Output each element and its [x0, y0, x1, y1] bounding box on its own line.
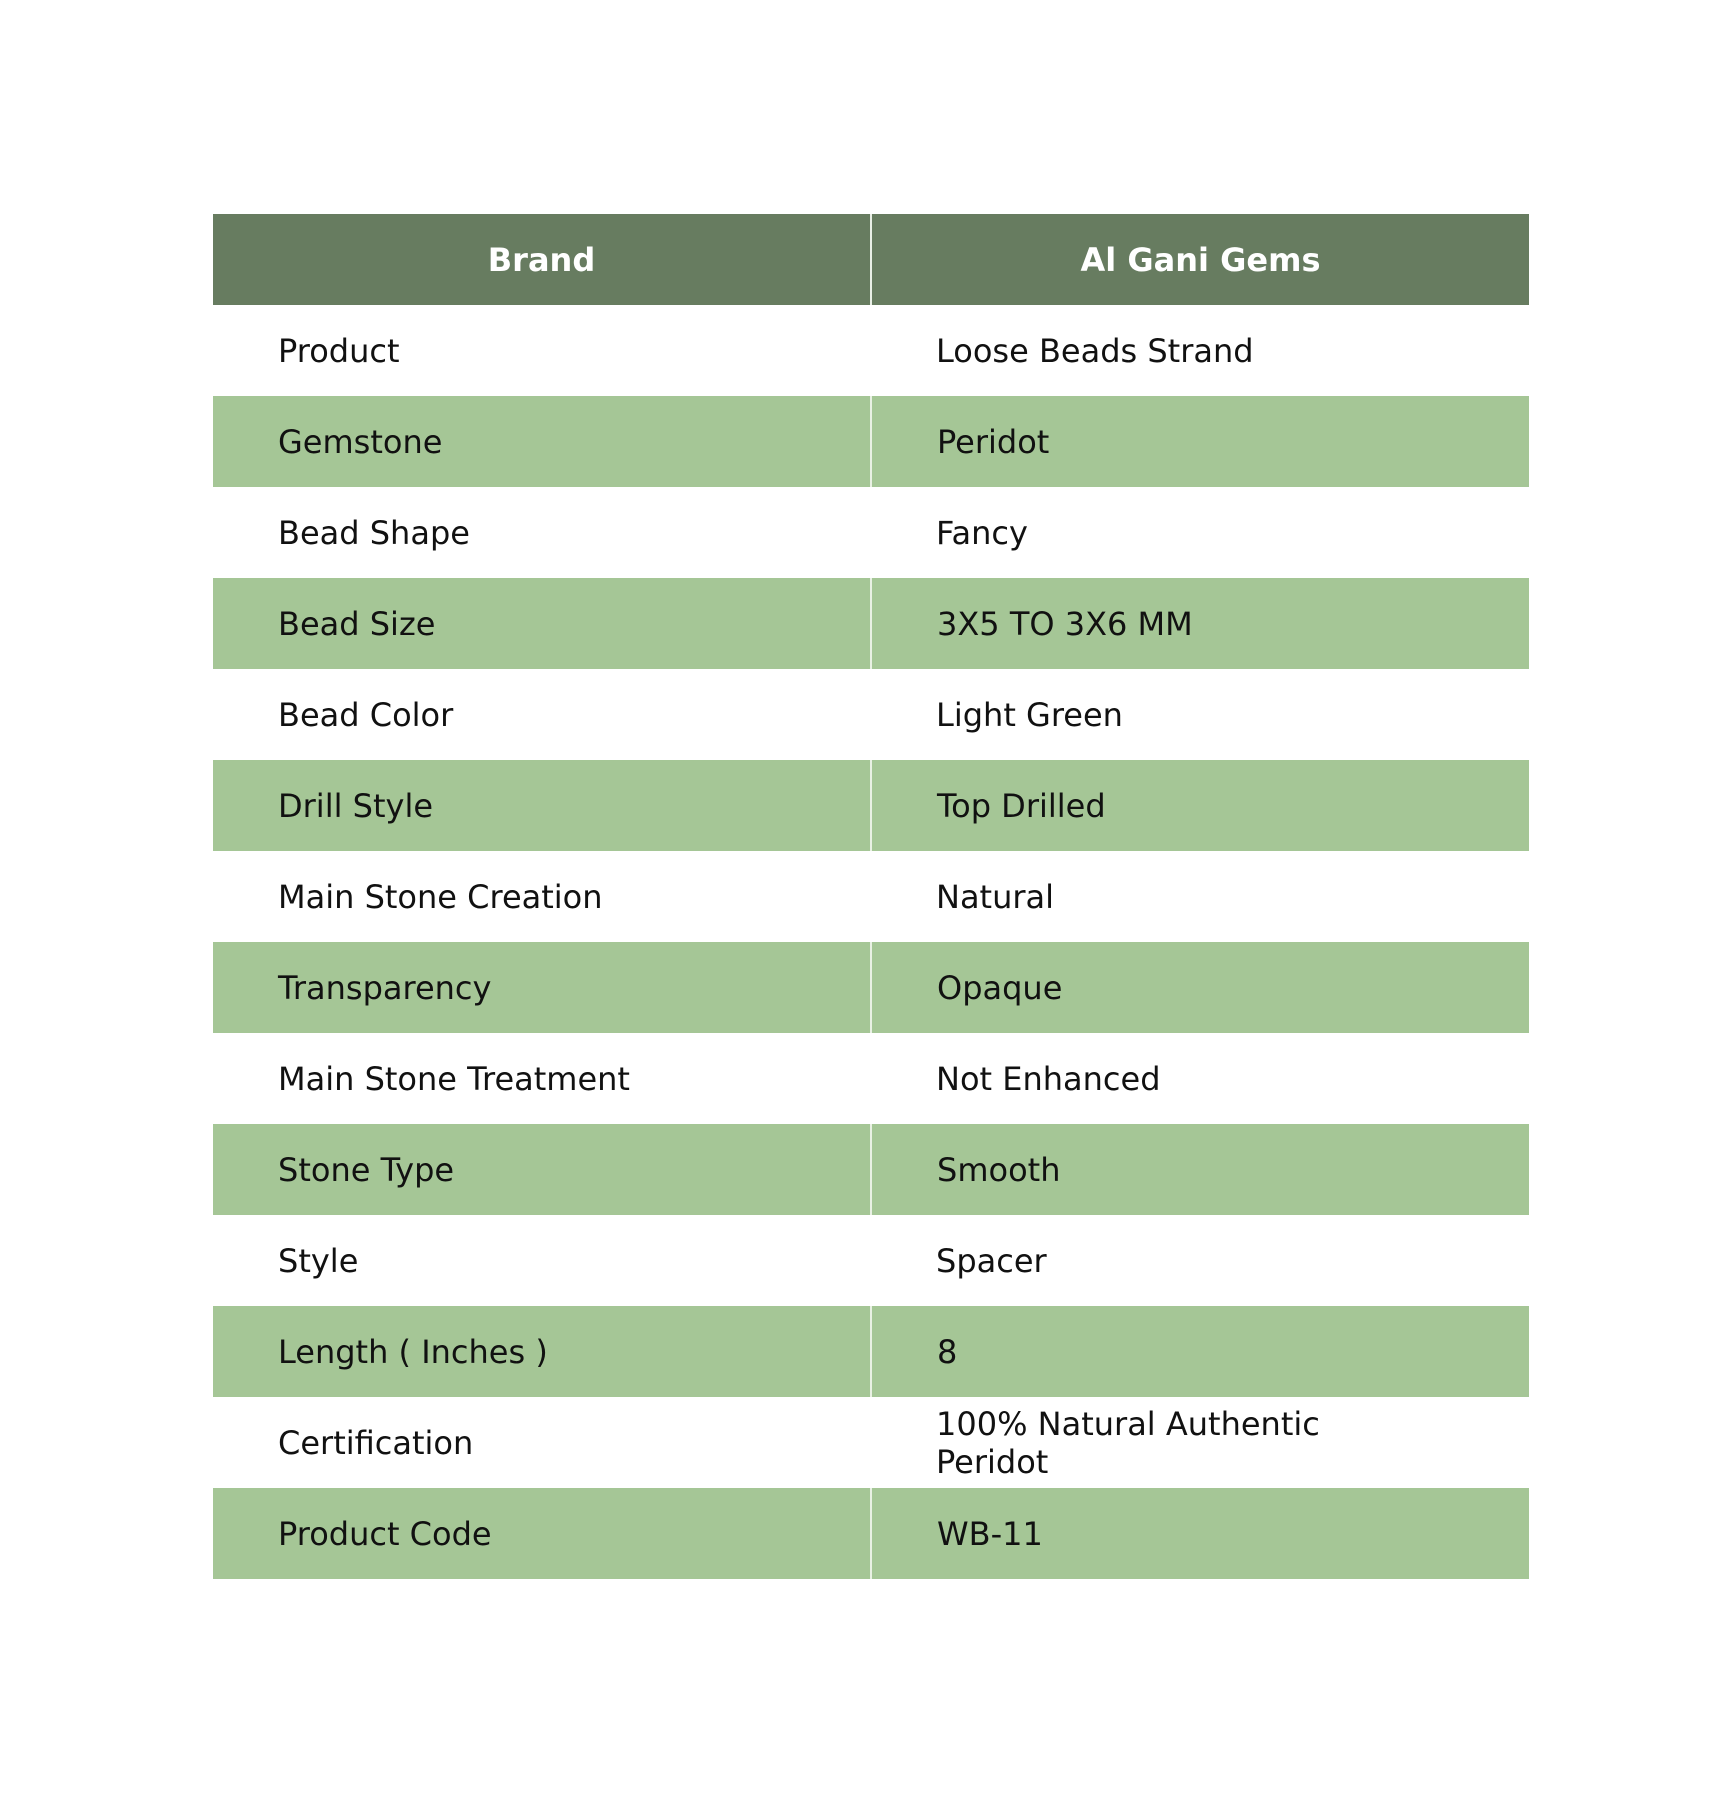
row-label: Length ( Inches ) [213, 1306, 871, 1397]
row-value: Not Enhanced [936, 1059, 1161, 1098]
table-row [213, 1306, 1529, 1397]
table-row [213, 487, 1529, 578]
row-value: Smooth [871, 1124, 1529, 1215]
row-value: Light Green [936, 695, 1123, 734]
row-label: Gemstone [213, 396, 871, 487]
table-row [213, 1488, 1529, 1579]
row-value: Spacer [936, 1241, 1047, 1280]
row-label: Product Code [213, 1488, 871, 1579]
table-header-row [213, 214, 1529, 305]
row-value: 3X5 TO 3X6 MM [871, 578, 1529, 669]
row-label: Bead Size [213, 578, 871, 669]
table-row [213, 578, 1529, 669]
table-row [213, 396, 1529, 487]
table-row [213, 669, 1529, 760]
table-row [213, 942, 1529, 1033]
table-row [213, 851, 1529, 942]
row-label: Transparency [213, 942, 871, 1033]
product-spec-table [213, 214, 1529, 1579]
row-value: Top Drilled [871, 760, 1529, 851]
table-row [213, 305, 1529, 396]
row-label: Product [278, 331, 400, 370]
row-value: Opaque [871, 942, 1529, 1033]
row-label: Drill Style [213, 760, 871, 851]
row-value: 8 [871, 1306, 1529, 1397]
row-label: Bead Shape [278, 513, 470, 552]
row-label: Main Stone Creation [278, 877, 603, 916]
header-brand-value: Al Gani Gems [871, 214, 1529, 305]
table-row [213, 1397, 1529, 1488]
table-row [213, 1033, 1529, 1124]
row-value: Loose Beads Strand [936, 331, 1254, 370]
row-value: WB-11 [871, 1488, 1529, 1579]
row-label: Certification [278, 1423, 474, 1462]
row-value: Natural [936, 877, 1055, 916]
row-value: 100% Natural Authentic Peridot [936, 1404, 1320, 1481]
table-row [213, 1215, 1529, 1306]
table-row [213, 760, 1529, 851]
row-label: Style [278, 1241, 359, 1280]
row-label: Stone Type [213, 1124, 871, 1215]
row-value: Fancy [936, 513, 1028, 552]
row-label: Main Stone Treatment [278, 1059, 630, 1098]
row-label: Bead Color [278, 695, 454, 734]
table-row [213, 1124, 1529, 1215]
row-value: Peridot [871, 396, 1529, 487]
header-brand-label: Brand [213, 214, 871, 305]
